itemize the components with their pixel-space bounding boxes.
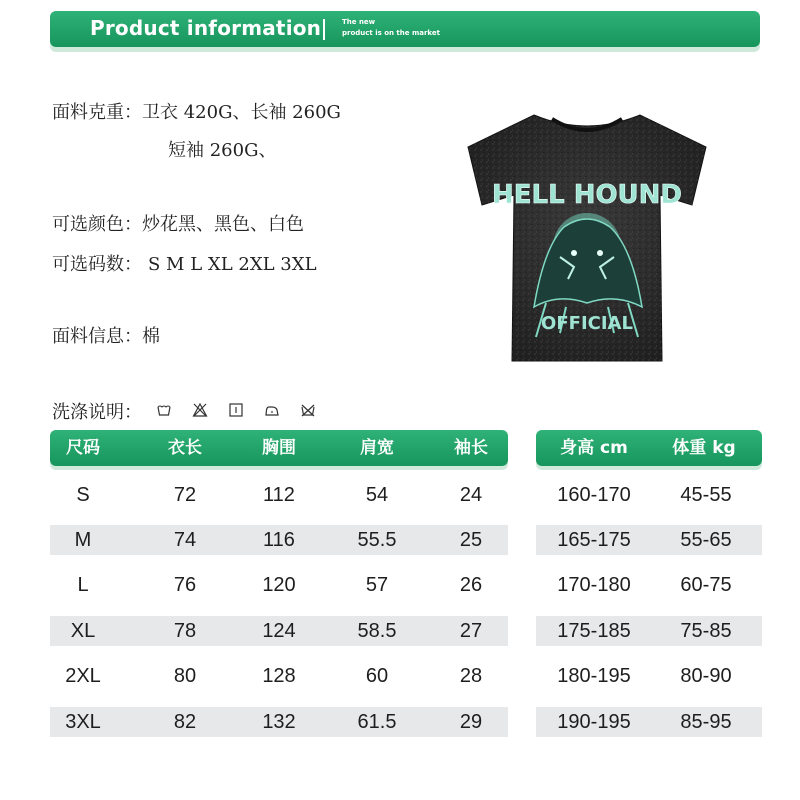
header-height: 身高 cm	[560, 438, 628, 458]
fit-table-header	[536, 430, 762, 466]
header-weight: 体重 kg	[672, 438, 736, 458]
cell-size: L	[77, 574, 89, 596]
header-shoulder: 肩宽	[360, 438, 394, 458]
cell-size: XL	[70, 620, 96, 642]
fabric-label: 面料信息：	[52, 326, 142, 347]
print-title: HELL HOUND	[491, 180, 683, 210]
banner-subtitle-line1: The new	[342, 18, 376, 26]
cell-size: S	[76, 484, 90, 506]
tumble-dry-icon	[228, 402, 244, 418]
product-info-banner	[50, 11, 760, 47]
color-value: 炒花黑、黑色、白色	[142, 214, 304, 235]
cell-height: 165-175	[557, 529, 631, 551]
cell-length: 72	[173, 484, 197, 506]
header-length: 衣长	[168, 438, 202, 458]
fabric-row	[52, 322, 160, 348]
cell-height: 170-180	[557, 574, 631, 596]
cell-chest: 120	[262, 574, 296, 596]
cell-size: M	[74, 529, 92, 551]
cell-shoulder: 58.5	[357, 620, 397, 642]
iron-low-icon	[264, 402, 280, 418]
cell-height: 180-195	[557, 665, 631, 687]
banner-divider	[323, 19, 325, 40]
cell-sleeve: 25	[459, 529, 483, 551]
cell-length: 80	[173, 665, 197, 687]
fabric-value: 棉	[142, 326, 160, 347]
size-table-header	[50, 430, 508, 466]
size-label: 可选码数：	[52, 254, 142, 275]
cell-height: 160-170	[557, 484, 631, 506]
weight-row	[52, 98, 341, 124]
size-row	[52, 250, 317, 276]
care-icons	[156, 402, 316, 418]
cell-shoulder: 55.5	[357, 529, 397, 551]
cell-shoulder: 57	[365, 574, 389, 596]
cell-length: 82	[173, 711, 197, 733]
cell-shoulder: 61.5	[357, 711, 397, 733]
color-row	[52, 210, 304, 236]
weight-value-line2: 短袖 260G、	[168, 140, 277, 161]
banner-title: Product information	[90, 16, 322, 40]
cell-weight: 55-65	[680, 529, 732, 551]
do-not-bleach-icon	[192, 402, 208, 418]
size-value: S M L XL 2XL 3XL	[148, 254, 317, 275]
cell-length: 74	[173, 529, 197, 551]
color-label: 可选颜色：	[52, 214, 142, 235]
header-size: 尺码	[66, 438, 100, 458]
banner-subtitle-line2: product is on the market	[342, 29, 440, 37]
cell-chest: 132	[262, 711, 296, 733]
header-chest: 胸围	[262, 438, 296, 458]
print-subtitle: OFFICIAL	[541, 313, 633, 334]
cell-weight: 60-75	[680, 574, 732, 596]
cell-sleeve: 24	[459, 484, 483, 506]
cell-sleeve: 27	[459, 620, 483, 642]
cell-sleeve: 29	[459, 711, 483, 733]
cell-weight: 75-85	[680, 620, 732, 642]
cell-shoulder: 54	[365, 484, 389, 506]
cell-chest: 112	[263, 484, 295, 506]
cell-chest: 128	[262, 665, 296, 687]
cell-shoulder: 60	[365, 665, 389, 687]
weight-label: 面料克重：	[52, 102, 142, 123]
weight-value-line1: 卫衣 420G、长袖 260G	[142, 102, 341, 123]
cell-sleeve: 28	[459, 665, 483, 687]
tshirt-image	[456, 107, 718, 367]
header-sleeve: 袖长	[454, 438, 488, 458]
cell-size: 3XL	[65, 711, 101, 733]
cell-height: 190-195	[557, 711, 631, 733]
cell-height: 175-185	[557, 620, 631, 642]
hand-wash-icon	[156, 402, 172, 418]
cell-weight: 85-95	[680, 711, 732, 733]
do-not-wash-icon	[300, 402, 316, 418]
banner-subtitle	[342, 17, 482, 39]
cell-chest: 124	[262, 620, 296, 642]
cell-chest: 116	[263, 529, 295, 551]
cell-weight: 80-90	[680, 665, 732, 687]
cell-length: 78	[173, 620, 197, 642]
cell-size: 2XL	[65, 665, 101, 687]
cell-sleeve: 26	[459, 574, 483, 596]
cell-length: 76	[173, 574, 197, 596]
cell-weight: 45-55	[680, 484, 732, 506]
care-label: 洗涤说明：	[52, 402, 142, 423]
